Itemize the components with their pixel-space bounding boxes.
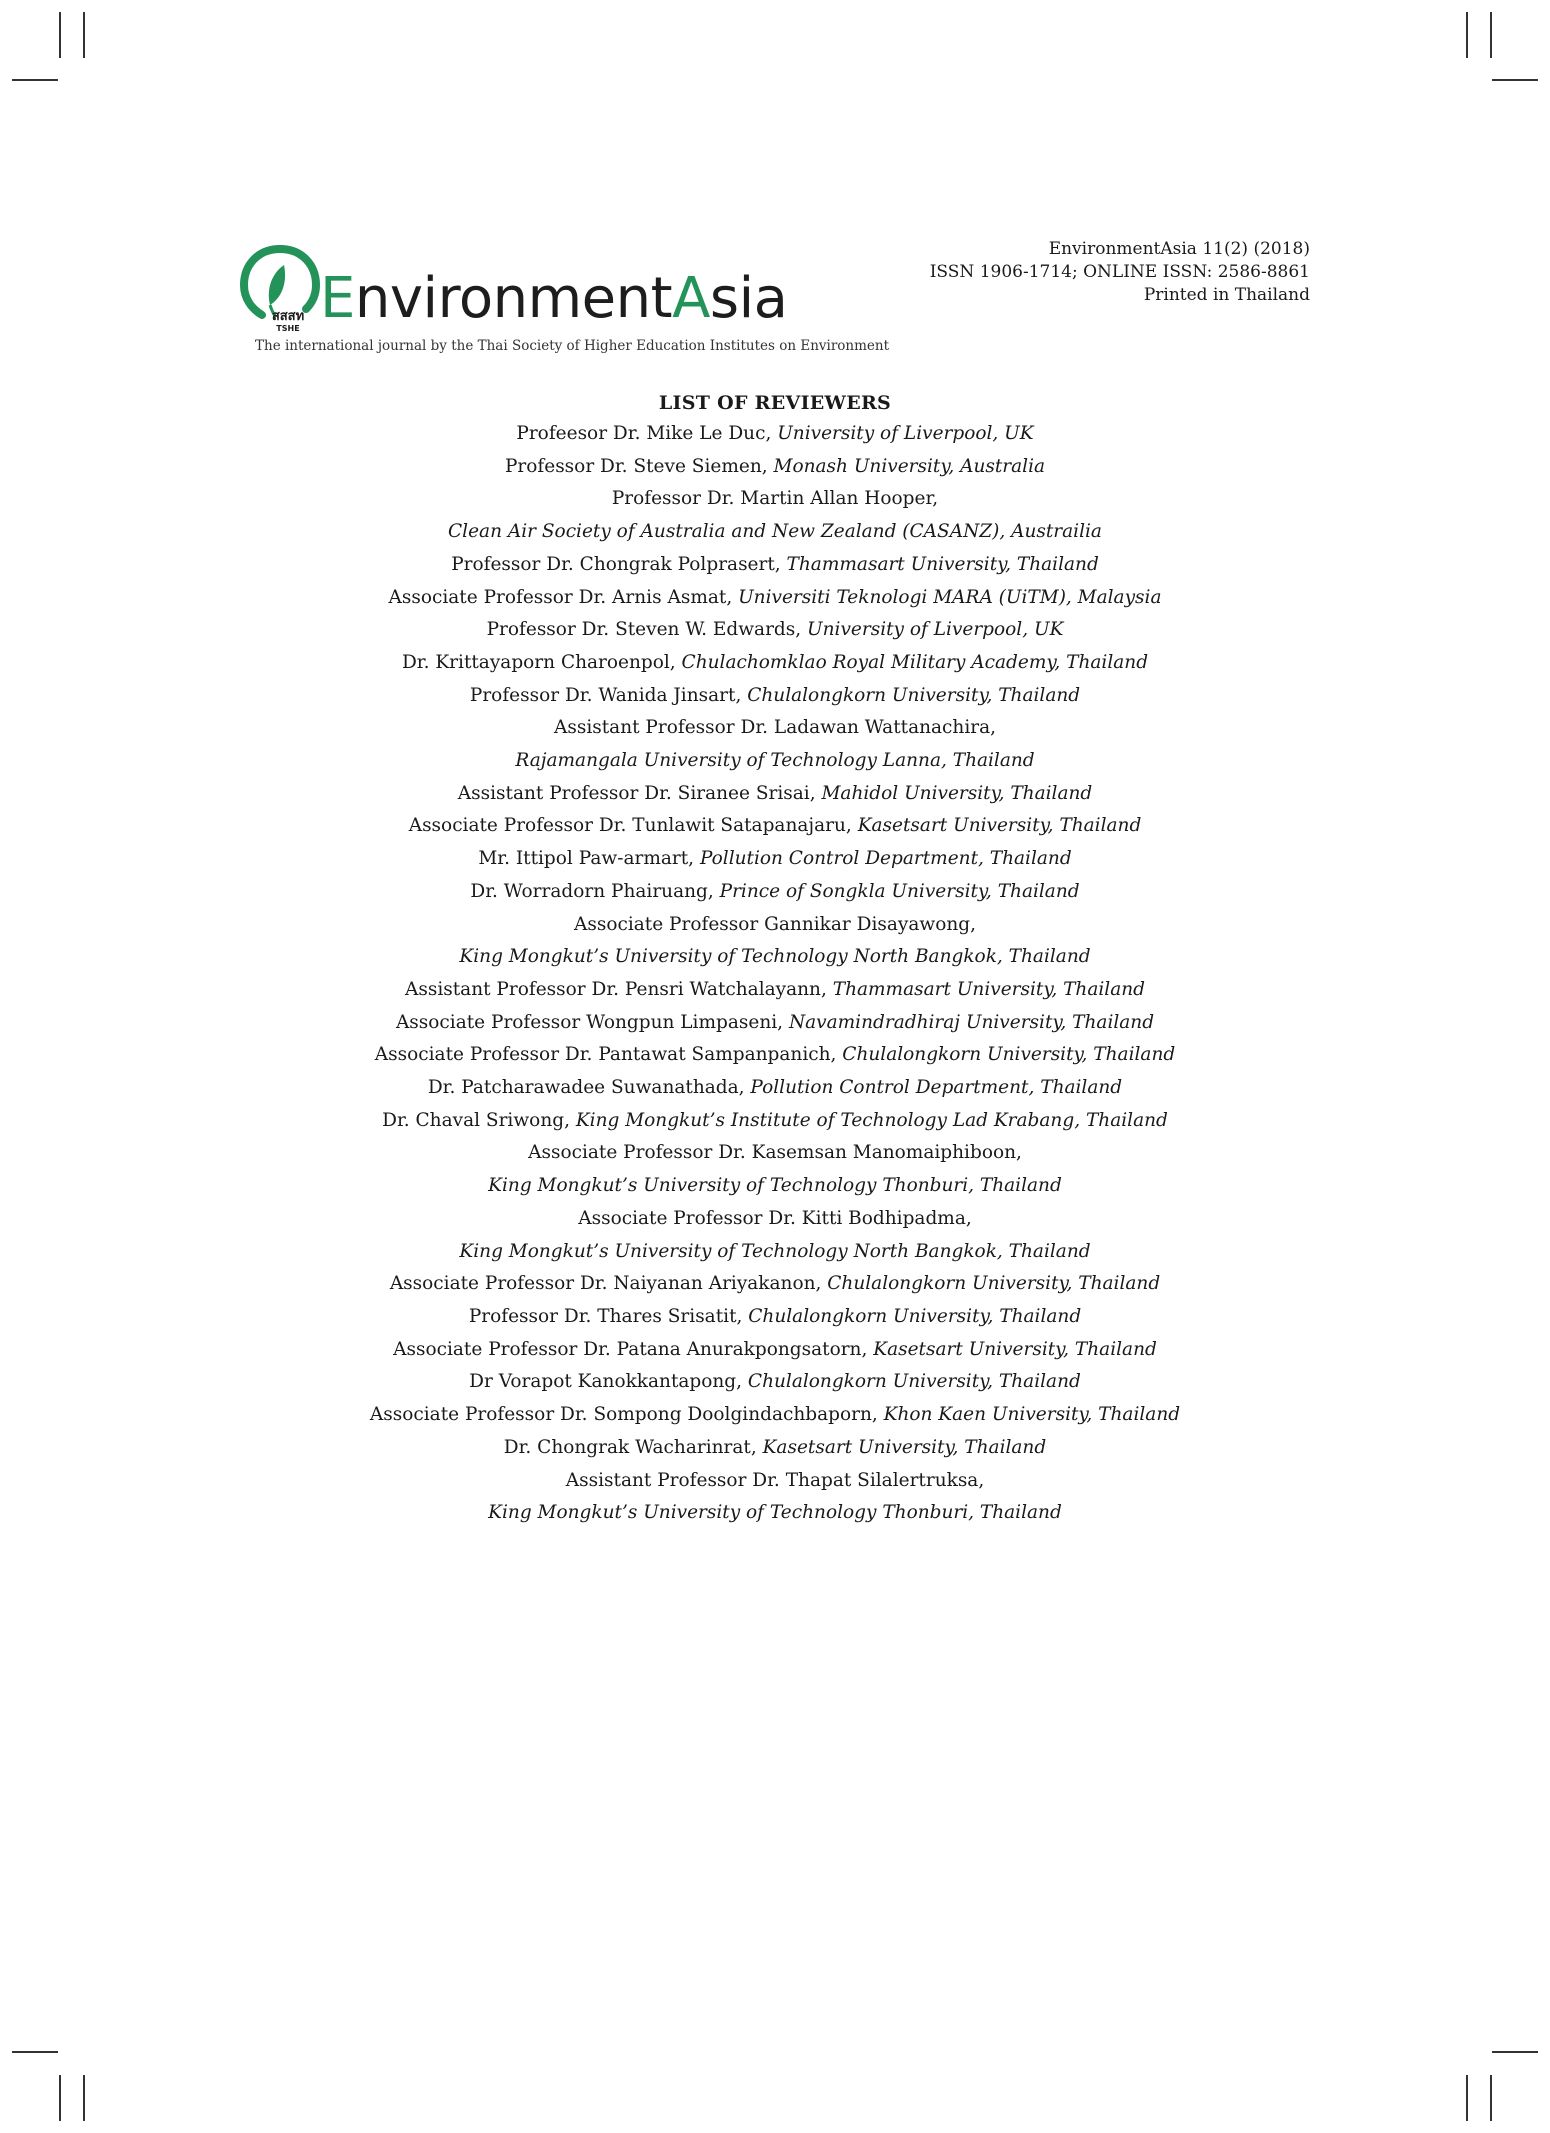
reviewer-affiliation: Chulalongkorn University, Thailand — [747, 1371, 1081, 1393]
reviewer-affiliation: Kasetsart University, Thailand — [873, 1338, 1157, 1360]
reviewer-entry — [0, 909, 1550, 942]
reviewer-entry — [0, 1072, 1550, 1105]
reviewer-name: Professor Dr. Steven W. Edwards, — [486, 619, 808, 641]
reviewer-affiliation: King Mongkut’s University of Technology North Bangkok, Thailand — [459, 1240, 1091, 1262]
journal-tagline: The international journal by the Thai Society of Higher Education Institutes on Environment — [255, 338, 890, 354]
reviewer-affiliation: Mahidol University, Thailand — [821, 782, 1093, 804]
reviewer-entry — [0, 516, 1550, 549]
crop-mark — [83, 12, 85, 58]
reviewer-affiliation: Kasetsart University, Thailand — [762, 1436, 1047, 1458]
reviewer-name: Dr. Chongrak Wacharinrat, — [503, 1436, 763, 1458]
reviewer-entry — [0, 810, 1550, 843]
reviewer-affiliation: University of Liverpool, UK — [807, 619, 1064, 641]
reviewer-entry — [0, 1105, 1550, 1138]
reviewer-name: Associate Professor Dr. Patana Anurakpongsatorn, — [393, 1338, 874, 1360]
crop-mark — [12, 2051, 58, 2053]
reviewer-entry — [0, 712, 1550, 745]
reviewer-entry — [0, 582, 1550, 615]
reviewer-name: Assistant Professor Dr. Ladawan Wattanachira, — [553, 717, 996, 739]
reviewer-entry — [0, 1268, 1550, 1301]
reviewer-entry — [0, 680, 1550, 713]
reviewer-entry — [0, 843, 1550, 876]
leaf-logo-icon — [240, 243, 320, 333]
crop-mark — [1466, 2075, 1468, 2121]
reviewer-affiliation: Prince of Songkla University, Thailand — [719, 880, 1080, 902]
crop-mark — [1492, 2051, 1538, 2053]
reviewer-entry — [0, 647, 1550, 680]
reviewer-entry — [0, 483, 1550, 516]
reviewer-entry — [0, 1465, 1550, 1498]
reviewer-name: Professor Dr. Martin Allan Hooper, — [611, 488, 939, 510]
logo-abbr-text: TSHE — [276, 324, 300, 333]
reviewer-entry — [0, 1137, 1550, 1170]
reviewer-name: Assistant Professor Dr. Pensri Watchalayann, — [404, 978, 833, 1000]
reviewer-name: Associate Professor Dr. Tunlawit Satapanajaru, — [408, 815, 858, 837]
reviewer-name: Dr Vorapot Kanokkantapong, — [469, 1371, 748, 1393]
reviewer-entry — [0, 1366, 1550, 1399]
reviewer-list — [0, 418, 1550, 1530]
reviewer-entry — [0, 549, 1550, 582]
reviewer-name: Dr. Worradorn Phairuang, — [470, 880, 720, 902]
reviewer-name: Professor Dr. Wanida Jinsart, — [469, 684, 748, 706]
reviewer-affiliation: King Mongkut’s Institute of Technology Lad Krabang, Thailand — [575, 1109, 1168, 1131]
reviewer-affiliation: Clean Air Society of Australia and New Zealand (CASANZ), Austrailia — [448, 521, 1102, 543]
journal-issn: ISSN 1906-1714; ONLINE ISSN: 2586-8861 — [929, 262, 1310, 282]
reviewer-name: Mr. Ittipol Paw-armart, — [478, 848, 700, 870]
journal-wordmark: EnvironmentAsia — [320, 266, 788, 331]
reviewer-name: Professor Dr. Thares Srisatit, — [468, 1305, 749, 1327]
reviewer-name: Profeesor Dr. Mike Le Duc, — [516, 423, 778, 444]
reviewer-entry — [0, 1432, 1550, 1465]
reviewer-name: Associate Professor Dr. Arnis Asmat, — [388, 586, 739, 608]
reviewer-name: Assistant Professor Dr. Siranee Srisai, — [457, 782, 822, 804]
reviewer-entry — [0, 1301, 1550, 1334]
reviewer-entry — [0, 418, 1550, 451]
logo-thai-text: สสสท — [271, 309, 305, 324]
reviewer-affiliation: Monash University, Australia — [773, 455, 1046, 477]
reviewer-entry — [0, 1170, 1550, 1203]
reviewer-affiliation: King Mongkut’s University of Technology Thonburi, Thailand — [488, 1502, 1062, 1524]
page-title: LIST OF REVIEWERS — [658, 392, 892, 414]
reviewer-name: Professor Dr. Steve Siemen, — [504, 455, 774, 477]
reviewer-affiliation: Khon Kaen University, Thailand — [883, 1404, 1181, 1426]
reviewer-affiliation: Navamindradhiraj University, Thailand — [788, 1011, 1155, 1033]
reviewer-entry — [0, 876, 1550, 909]
reviewer-affiliation: Pollution Control Department, Thailand — [699, 848, 1072, 870]
reviewer-entry — [0, 1497, 1550, 1530]
reviewer-affiliation: King Mongkut’s University of Technology Thonburi, Thailand — [488, 1175, 1062, 1197]
reviewer-affiliation: Universiti Teknologi MARA (UiTM), Malaysia — [738, 586, 1162, 608]
crop-mark — [1490, 12, 1492, 58]
reviewer-entry — [0, 1039, 1550, 1072]
reviewer-entry — [0, 1203, 1550, 1236]
reviewer-name: Assistant Professor Dr. Thapat Silalertruksa, — [565, 1469, 985, 1491]
reviewer-name: Associate Professor Wongpun Limpaseni, — [395, 1011, 789, 1033]
reviewer-affiliation: Chulachomklao Royal Military Academy, Thailand — [681, 651, 1149, 673]
reviewer-entry — [0, 1399, 1550, 1432]
reviewer-affiliation: Kasetsart University, Thailand — [857, 815, 1142, 837]
journal-print-location: Printed in Thailand — [1143, 285, 1310, 305]
journal-info — [930, 238, 1310, 307]
reviewer-entry — [0, 1334, 1550, 1367]
reviewer-affiliation: Chulalongkorn University, Thailand — [747, 684, 1081, 706]
crop-mark — [59, 12, 61, 58]
reviewer-entry — [0, 778, 1550, 811]
reviewer-name: Associate Professor Dr. Kitti Bodhipadma, — [578, 1207, 972, 1229]
reviewer-affiliation: Chulalongkorn University, Thailand — [748, 1305, 1082, 1327]
reviewer-affiliation: Thammasart University, Thailand — [786, 553, 1099, 575]
reviewer-entry — [0, 1236, 1550, 1269]
reviewer-name: Associate Professor Gannikar Disayawong, — [573, 913, 976, 935]
reviewer-name: Dr. Patcharawadee Suwanathada, — [427, 1077, 751, 1099]
crop-mark — [1490, 2075, 1492, 2121]
reviewer-entry — [0, 1007, 1550, 1040]
reviewer-affiliation: King Mongkut’s University of Technology North Bangkok, Thailand — [459, 946, 1091, 968]
reviewer-affiliation: Thammasart University, Thailand — [832, 978, 1145, 1000]
reviewer-name: Professor Dr. Chongrak Polprasert, — [451, 553, 787, 575]
reviewer-entry — [0, 974, 1550, 1007]
reviewer-affiliation: University of Liverpool, UK — [777, 423, 1034, 444]
reviewer-entry — [0, 941, 1550, 974]
masthead — [240, 238, 1310, 358]
reviewer-name: Associate Professor Dr. Pantawat Sampanpanich, — [374, 1044, 843, 1066]
reviewer-entry — [0, 451, 1550, 484]
reviewer-entry — [0, 614, 1550, 647]
crop-mark — [12, 79, 58, 81]
reviewer-entry — [0, 745, 1550, 778]
reviewer-affiliation: Chulalongkorn University, Thailand — [827, 1273, 1161, 1295]
journal-issue: EnvironmentAsia 11(2) (2018) — [1048, 239, 1310, 259]
reviewer-name: Dr. Chaval Sriwong, — [382, 1109, 576, 1131]
reviewer-name: Dr. Krittayaporn Charoenpol, — [401, 651, 682, 673]
reviewers-section — [0, 388, 1550, 1530]
crop-mark — [1466, 12, 1468, 58]
reviewer-name: Associate Professor Dr. Naiyanan Ariyakanon, — [389, 1273, 828, 1295]
reviewer-affiliation: Chulalongkorn University, Thailand — [842, 1044, 1176, 1066]
reviewer-affiliation: Pollution Control Department, Thailand — [750, 1077, 1123, 1099]
crop-mark — [83, 2075, 85, 2121]
reviewer-affiliation: Rajamangala University of Technology Lanna, Thailand — [515, 750, 1035, 772]
crop-mark — [1492, 79, 1538, 81]
crop-mark — [59, 2075, 61, 2121]
reviewer-name: Associate Professor Dr. Kasemsan Manomaiphiboon, — [528, 1142, 1022, 1164]
reviewer-name: Associate Professor Dr. Sompong Doolgindachbaporn, — [369, 1404, 884, 1426]
